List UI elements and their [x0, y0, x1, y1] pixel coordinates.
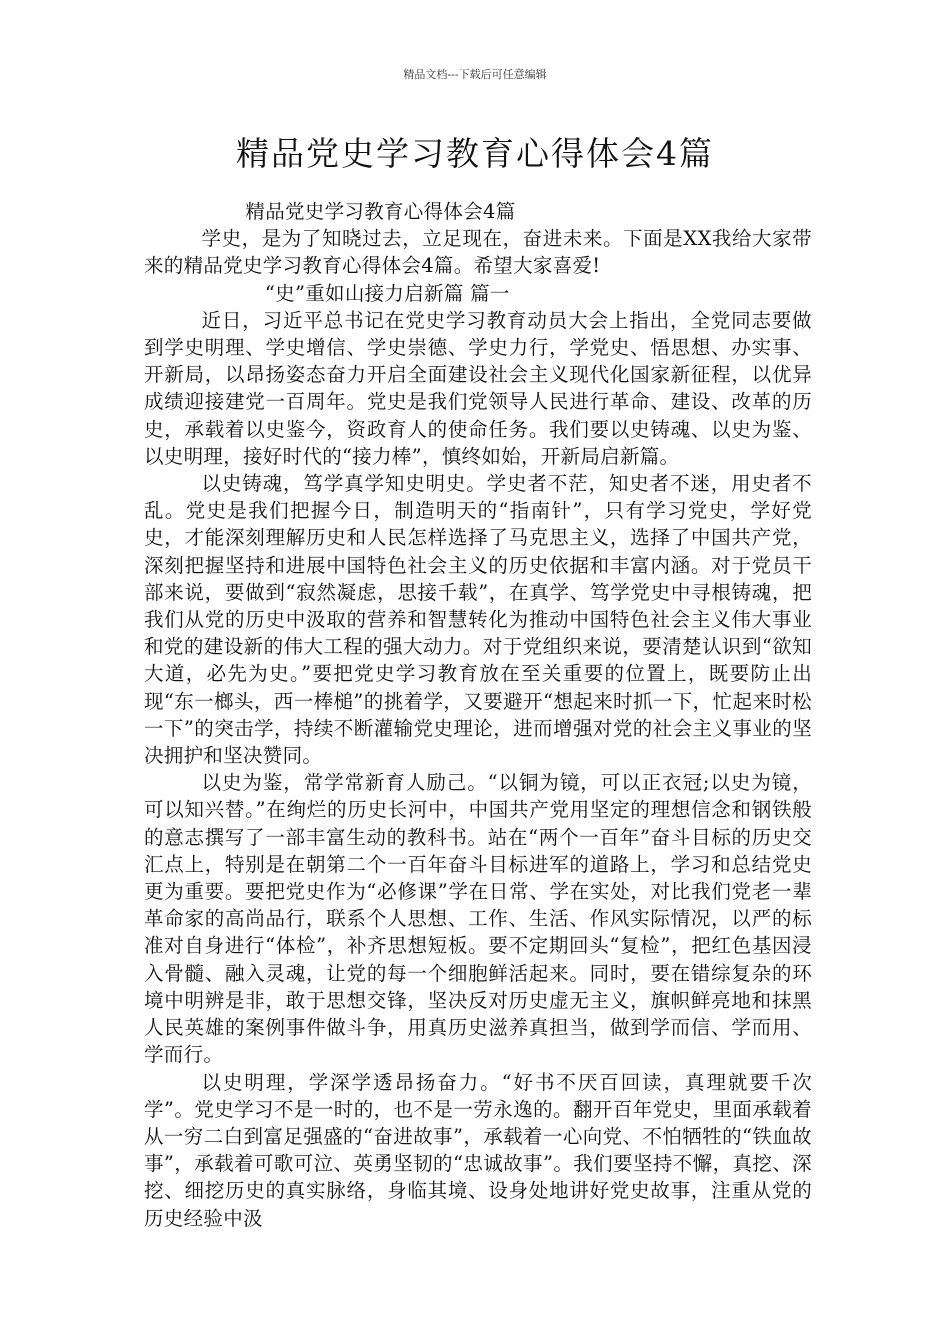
body-paragraph: 以史明理，学深学透昂扬奋力。“好书不厌百回读，真理就要千次学”。党史学习不是一时的，也不是一劳永逸的。翻开百年党史，里面承载着从一穷二白到富足强盛的“奋进故事”，承载着一心向党、不怕牺牲的“铁血故事”，承载着可歌可泣、英勇坚韧的“忠诚故事”。我们要坚持不懈，真挖、深挖、细挖历史的真实脉络，身临其境、设身处地讲好党史故事，注重从党的历史经验中汲: [144, 1070, 812, 1230]
document-subtitle: 精品党史学习教育心得体会4篇: [245, 200, 516, 223]
body-paragraph: 近日，习近平总书记在党史学习教育动员大会上指出，全党同志要做到学史明理、学史增信、学史崇德、学史力行，学党史、悟思想、办实事、开新局，以昂扬姿态奋力开启全面建设社会主义现代化国家新征程，以优异成绩迎接建党一百周年。党史是我们党领导人民进行革命、建设、改革的历史，承载着以史鉴今，资政育人的使命任务。我们要以史铸魂、以史为鉴、以史明理，接好时代的“接力棒”，慎终如始，开新局启新篇。: [144, 308, 812, 468]
section-heading: “史”重如山接力启新篇 篇一: [264, 281, 510, 305]
document-title: 精品党史学习教育心得体会4篇: [236, 134, 714, 173]
document-body: [144, 198, 812, 1232]
body-paragraph: 以史为鉴，常学常新育人励己。“以铜为镜，可以正衣冠;以史为镜，可以知兴替。”在绚烂的历史长河中，中国共产党用坚定的理想信念和钢铁般的意志撰写了一部丰富生动的教科书。站在“两个一百年”奋斗目标的历史交汇点上，特别是在朝第二个一百年奋斗目标进军的道路上，学习和总结党史更为重要。要把党史作为“必修课”学在日常、学在实处，对比我们党老一辈革命家的高尚品行，联系个人思想、工作、生活、作风实际情况，以严的标准对自身进行“体检”，补齐思想短板。要不定期回头“复检”，把红色基因浸入骨髓、融入灵魂，让党的每一个细胞鲜活起来。同时，要在错综复杂的环境中明辨是非，敢于思想交锋，坚决反对历史虚无主义，旗帜鲜亮地和抹黑人民英雄的案例事件做斗争，用真历史滋养真担当，做到学而信、学而用、学而行。: [144, 771, 812, 1067]
intro-paragraph: 学史，是为了知晓过去，立足现在，奋进未来。下面是XX我给大家带来的精品党史学习教育心得体会4篇。希望大家喜爱!: [144, 227, 812, 278]
page-header: 精品文档---下载后可任意编辑: [403, 68, 547, 81]
body-paragraph: 以史铸魂，笃学真学知史明史。学史者不茫，知史者不迷，用史者不乱。党史是我们把握今日，制造明天的“指南针”，只有学习党史，学好党史，才能深刻理解历史和人民怎样选择了马克思主义，选择了中国共产党，深刻把握坚持和进展中国特色社会主义的历史依据和丰富内涵。对于党员干部来说，要做到“寂然凝虑，思接千载”，在真学、笃学党史中寻根铸魂，把我们从党的历史中汲取的营养和智慧转化为推动中国特色社会主义伟大事业和党的建设新的伟大工程的强大动力。对于党组织来说，要清楚认识到“欲知大道，必先为史。”要把党史学习教育放在至关重要的位置上，既要防止出现“东一榔头，西一棒槌”的挑着学，又要避开“想起来时抓一下，忙起来时松一下”的突击学，持续不断灌输党史理论，进而增强对党的社会主义事业的坚决拥护和坚决赞同。: [144, 472, 812, 768]
